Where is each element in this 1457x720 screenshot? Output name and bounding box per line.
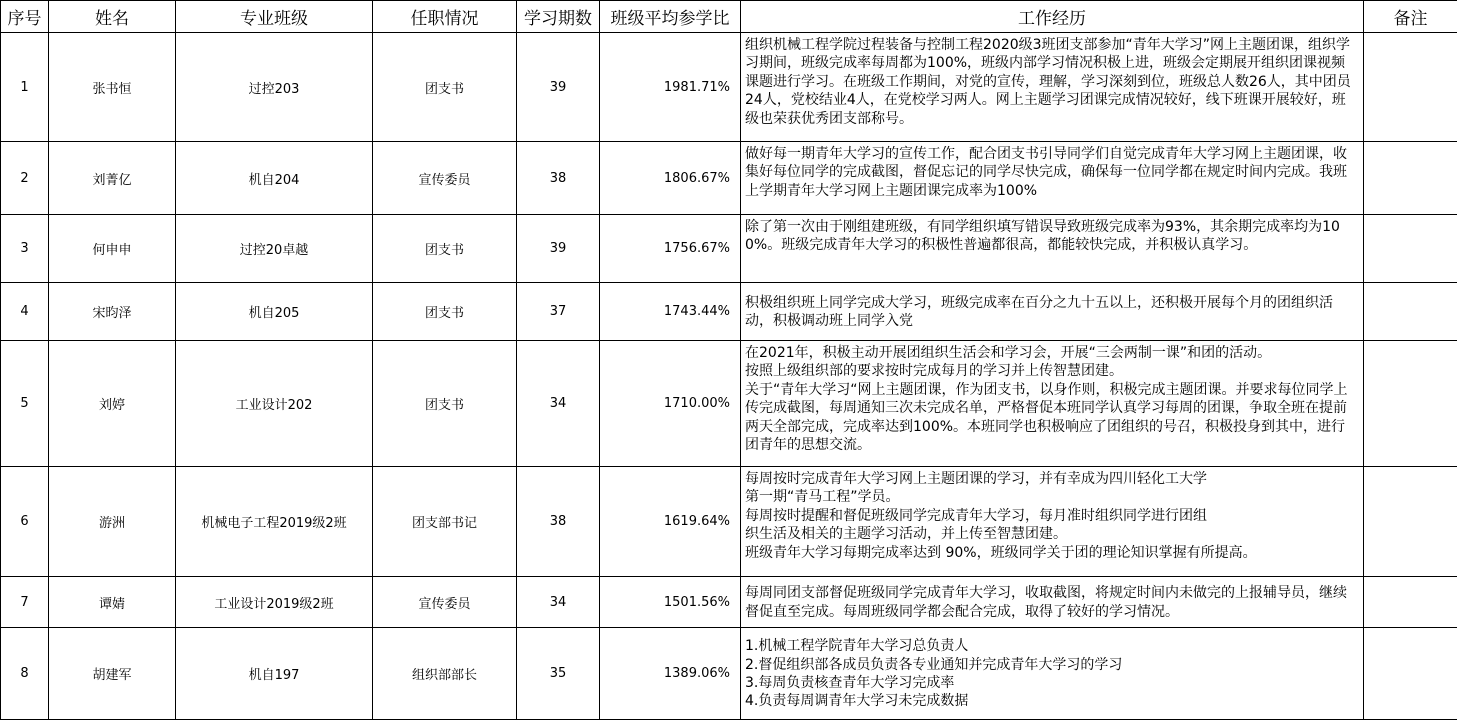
table-row (1, 215, 1457, 283)
cell-role: 组织部部长 (373, 628, 517, 720)
cell-remark (1364, 577, 1457, 628)
cell-ratio: 1806.67% (600, 142, 741, 215)
cell-name: 谭婧 (49, 577, 176, 628)
cell-experience: 积极组织班上同学完成大学习，班级完成率在百分之九十五以上，还积极开展每个月的团组织活动，积极调动班上同学入党 (741, 283, 1364, 341)
cell-ratio: 1743.44% (600, 283, 741, 341)
table-row (1, 283, 1457, 341)
cell-role: 团支书 (373, 341, 517, 467)
cell-periods: 39 (517, 33, 600, 142)
header-experience: 工作经历 (741, 1, 1364, 33)
cell-class: 机自204 (176, 142, 373, 215)
table-row (1, 33, 1457, 142)
cell-periods: 34 (517, 341, 600, 467)
header-periods: 学习期数 (517, 1, 600, 33)
cell-class: 过控20卓越 (176, 215, 373, 283)
cell-index: 2 (1, 142, 49, 215)
cell-role: 宣传委员 (373, 577, 517, 628)
table-row (1, 467, 1457, 577)
cell-index: 4 (1, 283, 49, 341)
cell-role: 团支书 (373, 33, 517, 142)
cell-class: 机自205 (176, 283, 373, 341)
cell-periods: 39 (517, 215, 600, 283)
cell-periods: 34 (517, 577, 600, 628)
cell-name: 游洲 (49, 467, 176, 577)
cell-index: 8 (1, 628, 49, 720)
cell-index: 6 (1, 467, 49, 577)
header-index: 序号 (1, 1, 49, 33)
cell-class: 机械电子工程2019级2班 (176, 467, 373, 577)
cell-periods: 38 (517, 467, 600, 577)
cell-periods: 38 (517, 142, 600, 215)
cell-experience: 做好每一期青年大学习的宣传工作，配合团支书引导同学们自觉完成青年大学习网上主题团课，收集好每位同学的完成截图，督促忘记的同学尽快完成，确保每一位同学都在规定时间内完成。我班上学期青年大学习网上主题团课完成率为100% (741, 142, 1364, 215)
cell-name: 宋昀泽 (49, 283, 176, 341)
cell-name: 何申申 (49, 215, 176, 283)
table-row (1, 341, 1457, 467)
cell-remark (1364, 467, 1457, 577)
cell-experience: 在2021年，积极主动开展团组织生活会和学习会，开展“三会两制一课”和团的活动。 按照上级组织部的要求按时完成每月的学习并上传智慧团建。 关于“青年大学习“网上主题团课，作为团支书，以身作则，积极完成主题团课。并要求每位同学上传完成截图，每周通知三次未完成名单，严格督促本班同学认真学习每周的团课，争取全班在提前两天全部完成，完成率达到100%。本班同学也积极响应了团组织的号召，积极投身到其中，进行团青年的思想交流。 (741, 341, 1364, 467)
cell-role: 团支书 (373, 215, 517, 283)
cell-index: 1 (1, 33, 49, 142)
cell-class: 工业设计202 (176, 341, 373, 467)
cell-ratio: 1710.00% (600, 341, 741, 467)
cell-remark (1364, 142, 1457, 215)
cell-index: 3 (1, 215, 49, 283)
cell-index: 5 (1, 341, 49, 467)
cell-remark (1364, 33, 1457, 142)
cell-experience: 每周按时完成青年大学习网上主题团课的学习，并有幸成为四川轻化工大学 第一期“青马工程”学员。 每周按时提醒和督促班级同学完成青年大学习，每月准时组织同学进行团组 织生活及相关的主题学习活动，并上传至智慧团建。 班级青年大学习每期完成率达到 90%，班级同学关于团的理论知识掌握有所提高。 (741, 467, 1364, 577)
cell-name: 刘菁亿 (49, 142, 176, 215)
cell-remark (1364, 215, 1457, 283)
cell-experience: 每周同团支部督促班级同学完成青年大学习，收取截图，将规定时间内未做完的上报辅导员，继续督促直至完成。每周班级同学都会配合完成，取得了较好的学习情况。 (741, 577, 1364, 628)
cell-periods: 37 (517, 283, 600, 341)
cell-experience: 1.机械工程学院青年大学习总负责人 2.督促组织部各成员负责各专业通知并完成青年大学习的学习 3.每周负责核查青年大学习完成率 4.负责每周调青年大学习未完成数据 (741, 628, 1364, 720)
table-row (1, 628, 1457, 720)
cell-remark (1364, 283, 1457, 341)
cell-role: 宣传委员 (373, 142, 517, 215)
cell-class: 过控203 (176, 33, 373, 142)
cell-periods: 35 (517, 628, 600, 720)
cell-ratio: 1981.71% (600, 33, 741, 142)
header-role: 任职情况 (373, 1, 517, 33)
cell-index: 7 (1, 577, 49, 628)
header-row (1, 1, 1457, 33)
cell-ratio: 1501.56% (600, 577, 741, 628)
cell-class: 工业设计2019级2班 (176, 577, 373, 628)
cell-name: 胡建军 (49, 628, 176, 720)
cell-experience: 组织机械工程学院过程装备与控制工程2020级3班团支部参加“青年大学习”网上主题团课，组织学习期间，班级完成率每周都为100%，班级内部学习情况积极上进，班级会定期展开组织团课视频课题进行学习。在班级工作期间，对党的宣传，理解，学习深刻到位，班级总人数26人，其中团员24人，党校结业4人，在党校学习两人。网上主题学习团课完成情况较好，线下班课开展较好，班级也荣获优秀团支部称号。 (741, 33, 1364, 142)
cell-role: 团支部书记 (373, 467, 517, 577)
cell-ratio: 1756.67% (600, 215, 741, 283)
cell-name: 张书恒 (49, 33, 176, 142)
header-remark: 备注 (1364, 1, 1457, 33)
cell-ratio: 1619.64% (600, 467, 741, 577)
cell-name: 刘婷 (49, 341, 176, 467)
cell-experience: 除了第一次由于刚组建班级，有同学组织填写错误导致班级完成率为93%，其余期完成率均为100%。班级完成青年大学习的积极性普遍都很高，都能较快完成，并积极认真学习。 (741, 215, 1364, 283)
header-ratio: 班级平均参学比 (600, 1, 741, 33)
cell-remark (1364, 341, 1457, 467)
cell-class: 机自197 (176, 628, 373, 720)
cell-remark (1364, 628, 1457, 720)
table-row (1, 142, 1457, 215)
header-class: 专业班级 (176, 1, 373, 33)
cell-ratio: 1389.06% (600, 628, 741, 720)
header-name: 姓名 (49, 1, 176, 33)
cell-role: 团支书 (373, 283, 517, 341)
table-row (1, 577, 1457, 628)
